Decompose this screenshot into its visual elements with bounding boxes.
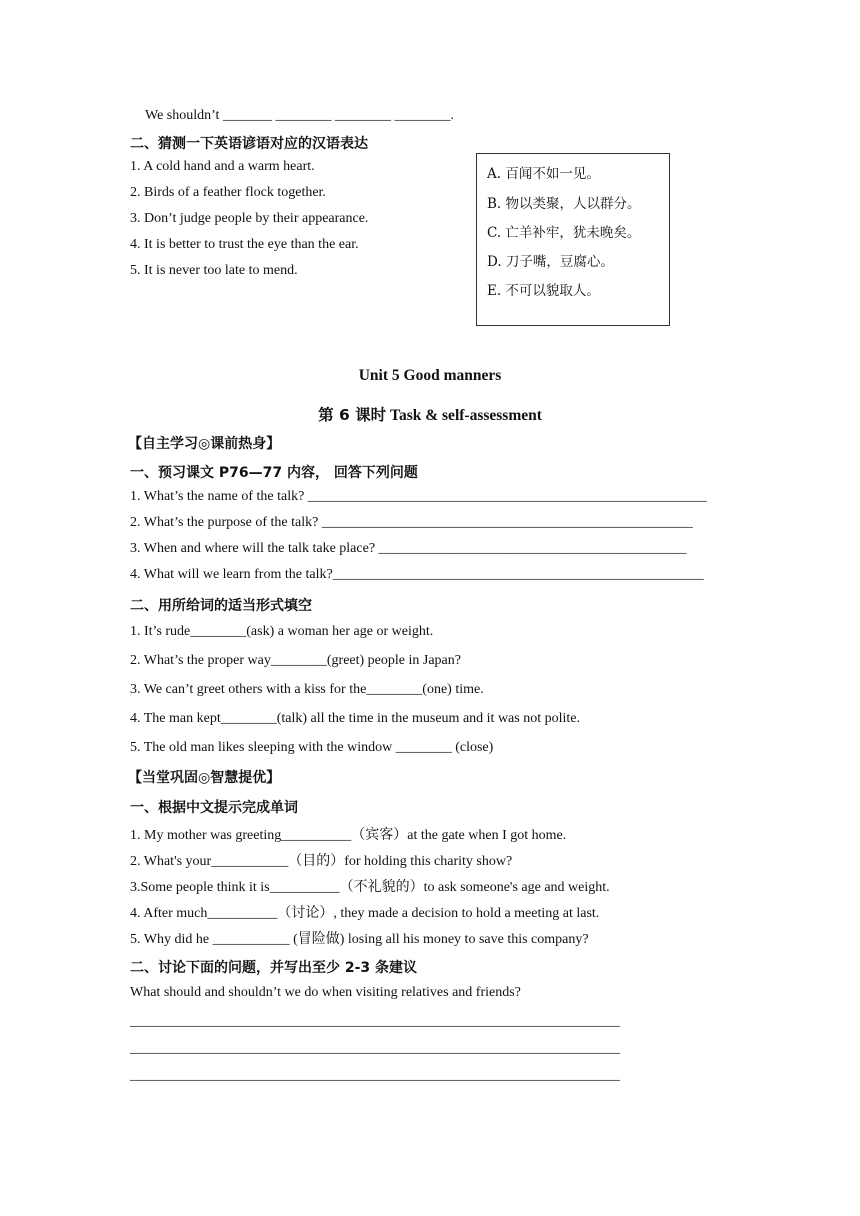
answer-line: ______________________________________________________________________ (130, 1014, 620, 1029)
unit-title: Unit 5 Good manners (358, 367, 502, 384)
shouldnt-fill-line: We shouldn’t _______ ________ ________ ________. (145, 108, 454, 123)
word-item: 4. After much__________（讨论）, they made a decision to hold a meeting at last. (130, 906, 600, 921)
option-e: E. 不可以貌取人。 (487, 283, 600, 299)
fill-form-heading: 二、用所给词的适当形式填空 (130, 598, 312, 614)
proverbs-heading: 二、猜测一下英语谚语对应的汉语表达 (130, 136, 368, 152)
answer-line: ______________________________________________________________________ (130, 1068, 620, 1083)
option-b: B. 物以类聚，人以群分。 (487, 196, 641, 212)
preview-heading: 一、预习课文 P76—77 内容， 回答下列问题 (130, 465, 418, 481)
self-study-heading: 【自主学习◎课前热身】 (128, 436, 281, 452)
classwork-heading: 【当堂巩固◎智慧提优】 (128, 770, 281, 786)
fill-item: 1. It’s rude________(ask) a woman her age or weight. (130, 624, 434, 639)
fill-item: 5. The old man likes sleeping with the window ________ (close) (130, 740, 494, 755)
question-item: 2. What’s the purpose of the talk? _____________________________________________________ (130, 515, 693, 530)
word-item: 2. What's your___________（目的）for holding this charity show? (130, 854, 513, 869)
option-c: C. 亡羊补牢，犹未晚矣。 (487, 225, 641, 241)
proverb-item: 5. It is never too late to mend. (130, 263, 298, 278)
proverb-item: 4. It is better to trust the eye than the ear. (130, 237, 359, 252)
lesson-number: 第 6 课时 (318, 406, 387, 424)
fill-item: 2. What’s the proper way________(greet) people in Japan? (130, 653, 461, 668)
option-d: D. 刀子嘴，豆腐心。 (487, 254, 614, 270)
discussion-heading: 二、讨论下面的问题，并写出至少 2-3 条建议 (130, 960, 418, 976)
word-item: 5. Why did he ___________ (冒险做) losing all his money to save this company? (130, 932, 589, 947)
word-item: 3.Some people think it is__________（不礼貌的）to ask someone's age and weight. (130, 880, 610, 895)
fill-item: 4. The man kept________(talk) all the time in the museum and it was not polite. (130, 711, 580, 726)
proverb-item: 2. Birds of a feather flock together. (130, 185, 326, 200)
answer-line: ______________________________________________________________________ (130, 1041, 620, 1056)
lesson-topic: Task & self-assessment (386, 407, 542, 424)
proverb-options-box (476, 153, 670, 326)
lesson-title (0, 403, 860, 425)
question-item: 1. What’s the name of the talk? _________________________________________________________ (130, 489, 707, 504)
word-hint-heading: 一、根据中文提示完成单词 (130, 800, 298, 816)
option-a: A. 百闻不如一见。 (487, 166, 600, 182)
question-item: 4. What will we learn from the talk?_____________________________________________________ (130, 567, 704, 582)
question-item: 3. When and where will the talk take place? ____________________________________________ (130, 541, 687, 556)
word-item: 1. My mother was greeting__________（宾客）at the gate when I got home. (130, 828, 567, 843)
fill-item: 3. We can’t greet others with a kiss for the________(one) time. (130, 682, 484, 697)
proverb-item: 1. A cold hand and a warm heart. (130, 159, 315, 174)
proverb-item: 3. Don’t judge people by their appearance. (130, 211, 369, 226)
discussion-question: What should and shouldn’t we do when visiting relatives and friends? (130, 985, 521, 1000)
